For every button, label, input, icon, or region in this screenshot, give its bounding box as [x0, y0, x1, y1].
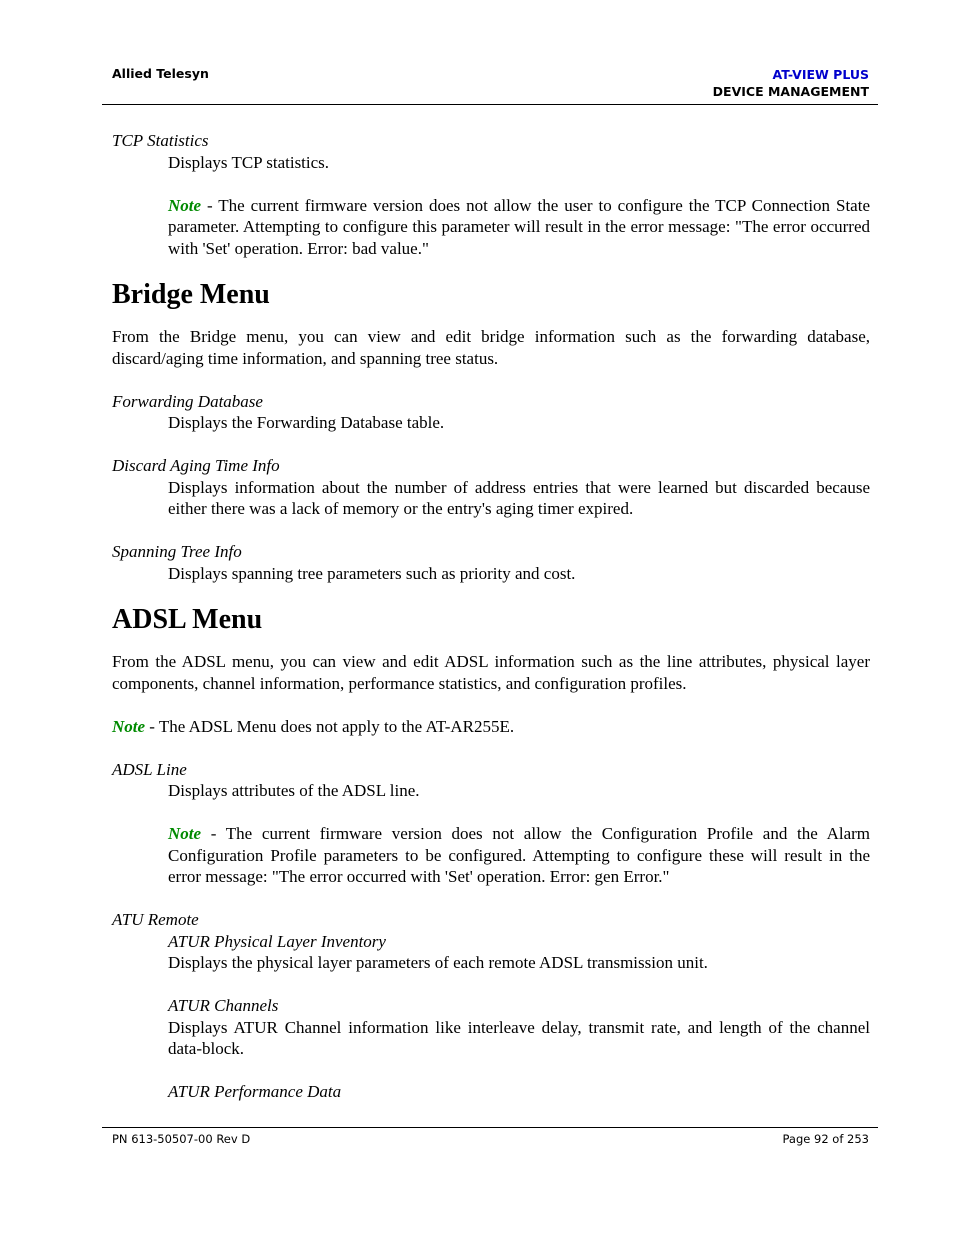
header-rule	[102, 104, 878, 105]
desc-tcp-statistics: Displays TCP statistics.	[168, 152, 330, 172]
note-text: - The current firmware version does not allow the user to configure the TCP Connection State parameter. Attempting to configure this parameter will result in the error message: "The error occurred with 'Set' operation. Error: bad value."	[168, 195, 870, 258]
term-forwarding-database: Forwarding Database	[112, 391, 263, 411]
desc-atur-channels: Displays ATUR Channel information like interleave delay, transmit rate, and length of the channel data-block.	[168, 1017, 870, 1058]
heading-bridge-menu: Bridge Menu	[112, 279, 270, 310]
term-atur-physical-layer: ATUR Physical Layer Inventory	[168, 931, 386, 951]
note-adsl-line	[168, 823, 870, 888]
desc-adsl-line: Displays attributes of the ADSL line.	[168, 781, 420, 800]
desc-spanning-tree: Displays spanning tree parameters such as priority and cost.	[168, 563, 576, 583]
term-atur-performance: ATUR Performance Data	[168, 1082, 342, 1101]
intro-bridge: From the Bridge menu, you can view and edit bridge information such as the forwarding database, discard/aging time information, and spanning tree status.	[112, 327, 870, 368]
footer-page-number: Page 92 of 253	[782, 1132, 869, 1146]
desc-atur-physical-layer: Displays the physical layer parameters of each remote ADSL transmission unit.	[168, 953, 708, 972]
desc-discard-aging: Displays information about the number of address entries that were learned but discarded because either there was a lack of memory or the entry's aging timer expired.	[168, 477, 870, 518]
note-adsl	[112, 716, 870, 738]
term-spanning-tree: Spanning Tree Info	[112, 542, 242, 561]
header-product: AT-VIEW PLUS	[772, 67, 869, 82]
desc-forwarding-database: Displays the Forwarding Database table.	[168, 413, 445, 432]
header-company: Allied Telesyn	[112, 66, 209, 81]
page-body	[112, 130, 870, 1103]
term-tcp-statistics: TCP Statistics	[112, 131, 209, 150]
footer-rule	[102, 1127, 878, 1128]
note-label: Note	[112, 716, 146, 736]
term-atu-remote: ATU Remote	[112, 910, 199, 929]
header-section: DEVICE MANAGEMENT	[712, 84, 869, 99]
note-text: - The current firmware version does not allow the Configuration Profile and the Alarm Configuration Profile parameters to be configured. Attempting to configure these will result in the error message: "The error occurred with 'Set' operation. Error: gen Error."	[168, 824, 870, 886]
intro-adsl: From the ADSL menu, you can view and edit ADSL information such as the line attributes, physical layer components, channel information, performance statistics, and configuration profiles.	[112, 652, 870, 693]
term-adsl-line: ADSL Line	[112, 759, 187, 779]
note-tcp	[168, 195, 870, 260]
note-label: Note	[168, 824, 202, 843]
term-discard-aging: Discard Aging Time Info	[112, 456, 280, 475]
header-title-block	[713, 66, 869, 100]
note-label: Note	[168, 195, 202, 215]
note-text: - The ADSL Menu does not apply to the AT-AR255E.	[145, 716, 515, 736]
term-atur-channels: ATUR Channels	[168, 996, 279, 1015]
footer-part-number: PN 613-50507-00 Rev D	[112, 1132, 251, 1146]
heading-adsl-menu: ADSL Menu	[112, 604, 263, 635]
